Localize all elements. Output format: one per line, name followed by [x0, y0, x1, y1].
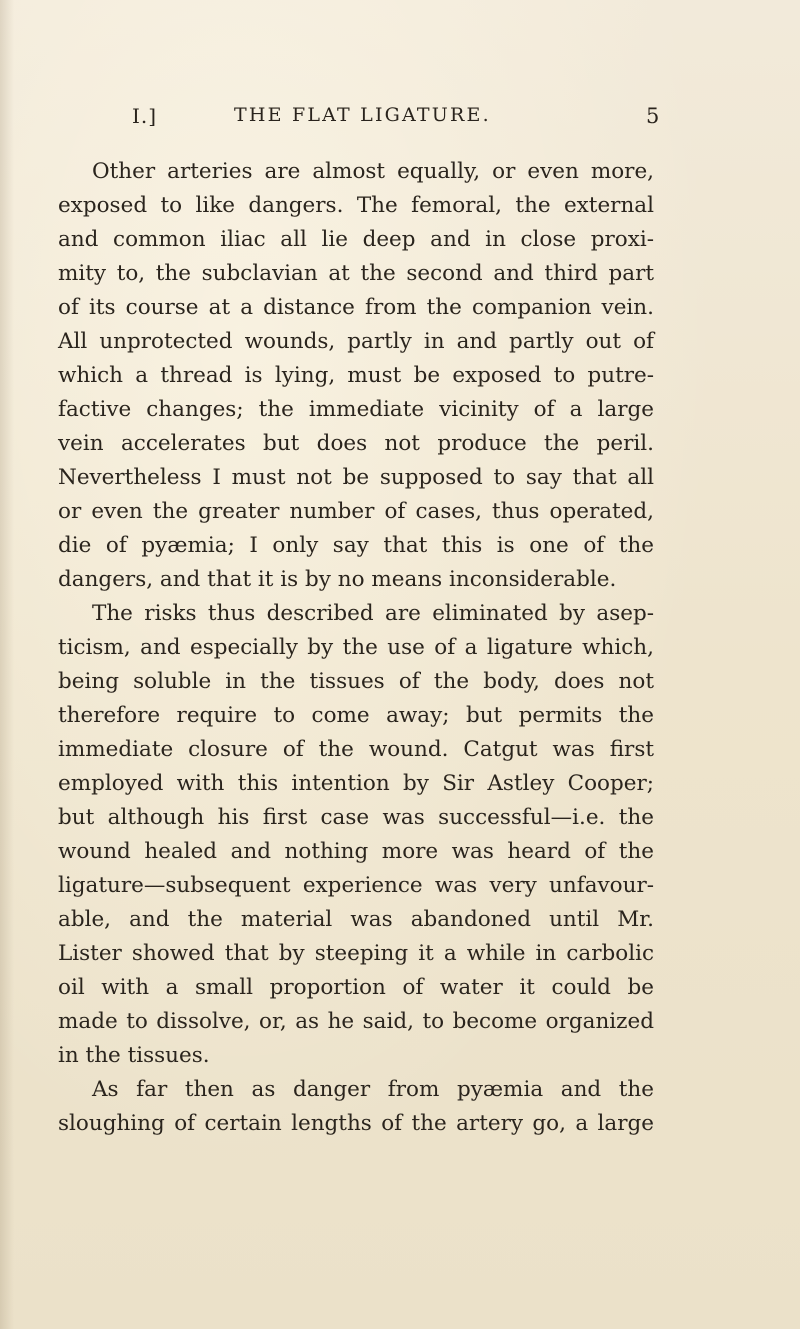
text-line: employed with this intention by Sir Astley Cooper; [58, 771, 654, 796]
text-line: ligature—subsequent experience was very unfavour- [58, 873, 654, 898]
text-line: or even the greater number of cases, thus operated, [58, 499, 654, 524]
text-line: in the tissues. [58, 1043, 210, 1068]
text-line: therefore require to come away; but permits the [58, 703, 654, 728]
page-edge-shadow [0, 0, 14, 1329]
text-line: immediate closure of the wound. Catgut was first [58, 737, 654, 762]
text-line: ticism, and especially by the use of a ligature which, [58, 635, 654, 660]
text-line: Other arteries are almost equally, or even more, [92, 159, 654, 184]
text-line: factive changes; the immediate vicinity of a large [58, 397, 654, 422]
text-line: being soluble in the tissues of the body, does not [58, 669, 654, 694]
chapter-number: I.] [132, 104, 158, 128]
text-line: and common iliac all lie deep and in close proxi- [58, 227, 654, 252]
text-line: able, and the material was abandoned until Mr. [58, 907, 654, 932]
running-header [0, 104, 800, 138]
text-line: vein accelerates but does not produce the peril. [58, 431, 654, 456]
text-line: of its course at a distance from the companion vein. [58, 295, 654, 320]
text-line: mity to, the subclavian at the second and third part [58, 261, 654, 286]
text-line: made to dissolve, or, as he said, to become organized [58, 1009, 654, 1034]
text-line: wound healed and nothing more was heard of the [58, 839, 654, 864]
text-line: dangers, and that it is by no means inconsiderable. [58, 567, 617, 592]
page-number: 5 [646, 104, 660, 128]
text-line: sloughing of certain lengths of the artery go, a large [58, 1111, 654, 1136]
text-line: but although his first case was successful—i.e. the [58, 805, 654, 830]
text-line: All unprotected wounds, partly in and partly out of [58, 329, 654, 354]
text-line: The risks thus described are eliminated by asep- [92, 601, 654, 626]
text-line: As far then as danger from pyæmia and the [92, 1077, 654, 1102]
text-line: Nevertheless I must not be supposed to say that all [58, 465, 654, 490]
running-title: THE FLAT LIGATURE. [234, 104, 491, 126]
text-line: Lister showed that by steeping it a while in carbolic [58, 941, 654, 966]
text-line: exposed to like dangers. The femoral, the external [58, 193, 654, 218]
text-line: die of pyæmia; I only say that this is one of the [58, 533, 654, 558]
text-line: oil with a small proportion of water it could be [58, 975, 654, 1000]
text-line: which a thread is lying, must be exposed to putre- [58, 363, 654, 388]
